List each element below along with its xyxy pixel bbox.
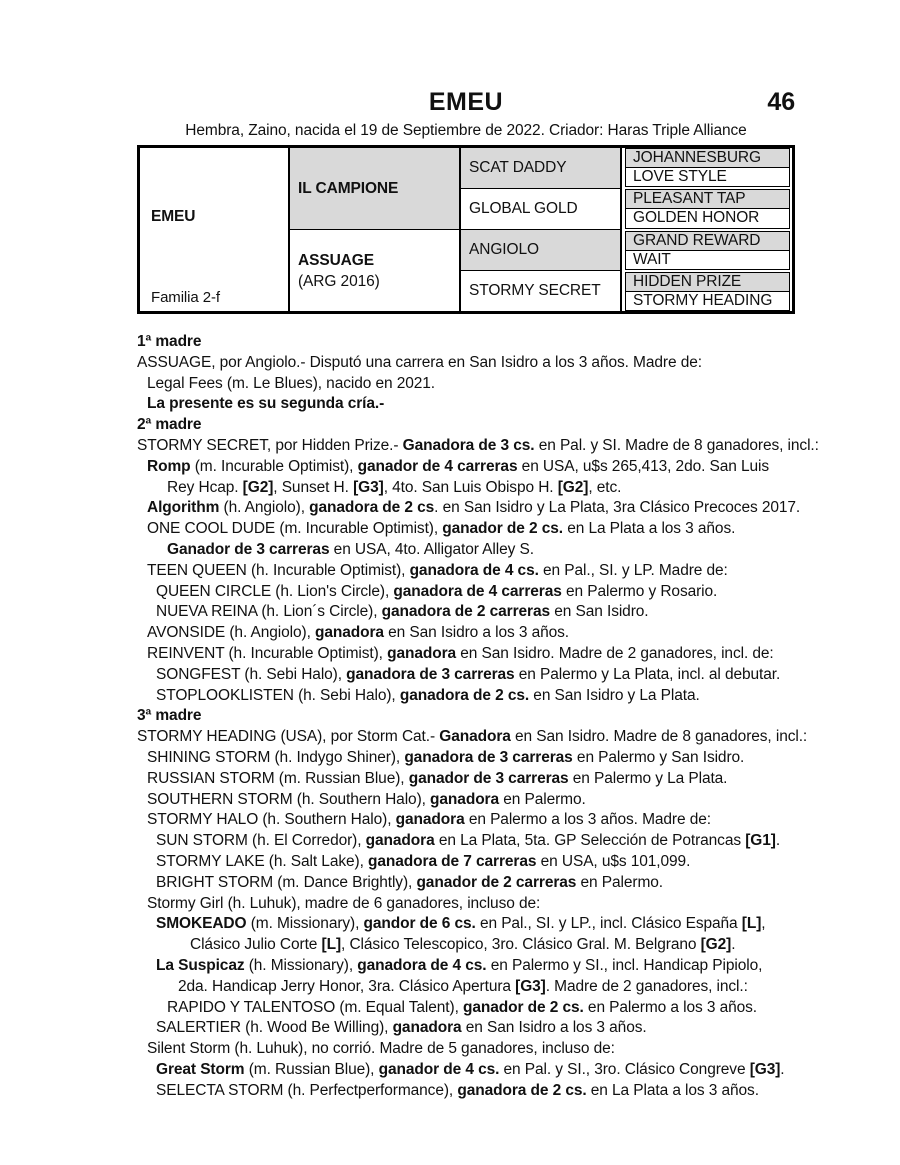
family-label: Familia 2-f	[151, 289, 220, 306]
grandparent-cell: SCAT DADDY	[461, 148, 620, 188]
note-line: QUEEN CIRCLE (h. Lion's Circle), ganadora de 4 carreras en Palermo y Rosario.	[156, 582, 718, 600]
great-grandparent-pair	[625, 272, 790, 311]
note-line: SMOKEADO (m. Missionary), gandor de 6 cs. en Pal., SI. y LP., incl. Clásico España [L],	[156, 915, 766, 933]
note-line: RAPIDO Y TALENTOSO (m. Equal Talent), ganador de 2 cs. en Palermo a los 3 años.	[167, 998, 757, 1016]
note-line: STORMY SECRET, por Hidden Prize.- Ganadora de 3 cs. en Pal. y SI. Madre de 8 ganadores, incl.:	[137, 436, 819, 454]
note-line: SOUTHERN STORM (h. Southern Halo), ganadora en Palermo.	[147, 790, 586, 808]
birth-description: Hembra, Zaino, nacida el 19 de Septiembre de 2022. Criador: Haras Triple Alliance	[185, 122, 747, 139]
note-line: ONE COOL DUDE (m. Incurable Optimist), ganador de 2 cs. en La Plata a los 3 años.	[147, 520, 736, 538]
note-line: SALERTIER (h. Wood Be Willing), ganadora en San Isidro a los 3 años.	[156, 1019, 647, 1037]
great-grandparent-cell: JOHANNESBURG	[626, 149, 789, 167]
grandparent-cell: STORMY SECRET	[461, 270, 620, 311]
dam-detail: (ARG 2016)	[298, 272, 380, 290]
page-number: 46	[767, 88, 795, 116]
note-line: 1ª madre	[137, 333, 202, 350]
page-title: EMEU	[428, 88, 504, 116]
note-line: STORMY HEADING (USA), por Storm Cat.- Ganadora en San Isidro. Madre de 8 ganadores, incl.:	[137, 728, 808, 746]
note-line: AVONSIDE (h. Angiolo), ganadora en San Isidro a los 3 años.	[147, 624, 569, 642]
grandparent-cell: GLOBAL GOLD	[461, 188, 620, 229]
subject-name: EMEU	[151, 208, 196, 225]
note-line: Great Storm (m. Russian Blue), ganador de 4 cs. en Pal. y SI., 3ro. Clásico Congreve [G3].	[156, 1060, 785, 1078]
note-line: SUN STORM (h. El Corredor), ganadora en La Plata, 5ta. GP Selección de Potrancas [G1].	[156, 832, 781, 850]
note-line: Ganador de 3 carreras en USA, 4to. Alligator Alley S.	[167, 540, 534, 558]
header	[137, 88, 795, 120]
pedigree-parents-column	[290, 148, 461, 311]
great-grandparent-cell: STORMY HEADING	[626, 291, 789, 310]
note-line: 2ª madre	[137, 416, 202, 434]
note-line: Silent Storm (h. Luhuk), no corrió. Madre de 5 ganadores, incluso de:	[147, 1040, 615, 1058]
dam-cell	[290, 230, 459, 311]
great-grandparent-cell: PLEASANT TAP	[626, 190, 789, 208]
note-line: BRIGHT STORM (m. Dance Brightly), ganador de 2 carreras en Palermo.	[156, 873, 663, 891]
great-grandparent-cell: LOVE STYLE	[626, 167, 789, 186]
great-grandparent-cell: HIDDEN PRIZE	[626, 273, 789, 291]
note-line: ASSUAGE, por Angiolo.- Disputó una carrera en San Isidro a los 3 años. Madre de:	[137, 353, 702, 371]
note-line: Rey Hcap. [G2], Sunset H. [G3], 4to. San Luis Obispo H. [G2], etc.	[167, 478, 622, 496]
grandparent-cell: ANGIOLO	[461, 229, 620, 270]
pedigree-great-grandparents-column	[622, 148, 792, 311]
note-line: STOPLOOKLISTEN (h. Sebi Halo), ganadora de 2 cs. en San Isidro y La Plata.	[156, 686, 700, 704]
note-line: La presente es su segunda cría.-	[147, 395, 385, 413]
note-line: STORMY LAKE (h. Salt Lake), ganadora de 7 carreras en USA, u$s 101,099.	[156, 852, 691, 870]
great-grandparent-pair	[625, 189, 790, 228]
pedigree-grandparents-column	[461, 148, 622, 311]
pedigree-table	[137, 145, 795, 314]
note-line: Stormy Girl (h. Luhuk), madre de 6 ganadores, incluso de:	[147, 894, 541, 912]
note-line: 3ª madre	[137, 707, 202, 725]
note-line: 2da. Handicap Jerry Honor, 3ra. Clásico Apertura [G3]. Madre de 2 ganadores, incl.:	[178, 977, 748, 995]
note-line: Clásico Julio Corte [L], Clásico Telescopico, 3ro. Clásico Gral. M. Belgrano [G2].	[190, 936, 736, 954]
note-line: Romp (m. Incurable Optimist), ganador de 4 carreras en USA, u$s 265,413, 2do. San Luis	[147, 457, 770, 475]
note-line: STORMY HALO (h. Southern Halo), ganadora en Palermo a los 3 años. Madre de:	[147, 811, 711, 829]
sire-cell: IL CAMPIONE	[290, 148, 459, 230]
pedigree-subject-cell	[140, 148, 290, 311]
note-line: SHINING STORM (h. Indygo Shiner), ganadora de 3 carreras en Palermo y San Isidro.	[147, 748, 745, 766]
note-line: RUSSIAN STORM (m. Russian Blue), ganador de 3 carreras en Palermo y La Plata.	[147, 769, 728, 787]
note-line: TEEN QUEEN (h. Incurable Optimist), ganadora de 4 cs. en Pal., SI. y LP. Madre de:	[147, 561, 728, 579]
note-line: Legal Fees (m. Le Blues), nacido en 2021.	[147, 374, 435, 392]
note-line: Algorithm (h. Angiolo), ganadora de 2 cs. en San Isidro y La Plata, 3ra Clásico Precoces 2017.	[147, 499, 801, 517]
great-grandparent-cell: GRAND REWARD	[626, 232, 789, 250]
pedigree-notes	[137, 332, 819, 1101]
note-line: SONGFEST (h. Sebi Halo), ganadora de 3 carreras en Palermo y La Plata, incl. al debutar.	[156, 665, 781, 683]
note-line: La Suspicaz (h. Missionary), ganadora de 4 cs. en Palermo y SI., incl. Handicap Pipiolo,	[156, 956, 763, 974]
great-grandparent-cell: WAIT	[626, 250, 789, 269]
great-grandparent-pair	[625, 231, 790, 270]
note-line: SELECTA STORM (h. Perfectperformance), ganadora de 2 cs. en La Plata a los 3 años.	[156, 1081, 759, 1099]
dam-name: ASSUAGE	[298, 251, 374, 269]
dam-stack	[298, 250, 380, 292]
great-grandparent-cell: GOLDEN HONOR	[626, 208, 789, 227]
note-line: NUEVA REINA (h. Lion´s Circle), ganadora de 2 carreras en San Isidro.	[156, 603, 649, 621]
great-grandparent-pair	[625, 148, 790, 187]
note-line: REINVENT (h. Incurable Optimist), ganadora en San Isidro. Madre de 2 ganadores, incl. de:	[147, 644, 774, 662]
